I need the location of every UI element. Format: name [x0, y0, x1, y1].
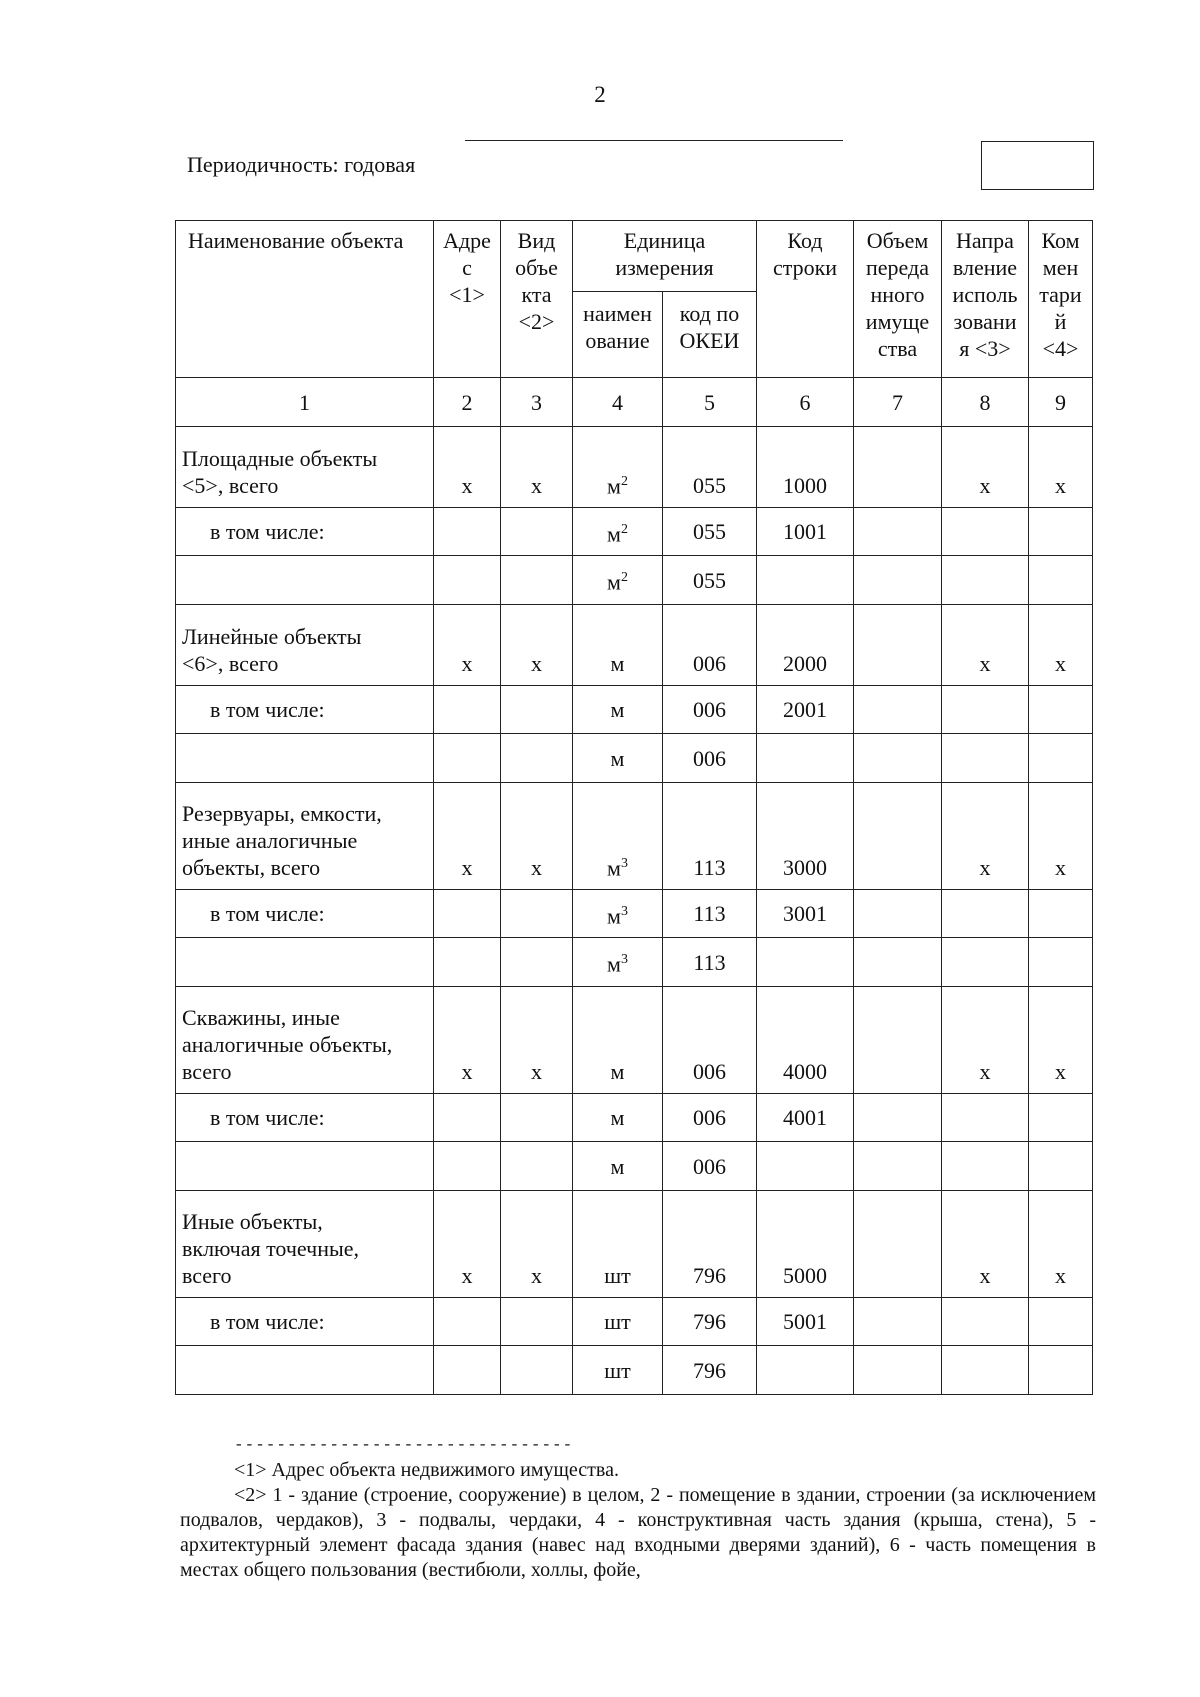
cell-object-kind — [501, 1094, 573, 1142]
cell-object-kind: x — [501, 783, 573, 890]
property-table — [175, 220, 1093, 1395]
cell-volume — [854, 1298, 942, 1346]
cell-object-kind — [501, 1142, 573, 1191]
cell-address: x — [434, 783, 501, 890]
cell-okei-code: 055 — [663, 427, 757, 508]
cell-unit-name — [573, 686, 663, 734]
cell-row-code — [757, 1346, 854, 1395]
cell-comment — [1029, 890, 1093, 938]
cell-object-kind — [501, 686, 573, 734]
cell-okei-code: 796 — [663, 1298, 757, 1346]
header-unit-group: Единица измерения — [573, 221, 757, 292]
cell-okei-code: 113 — [663, 890, 757, 938]
cell-unit-name — [573, 734, 663, 783]
unit-text: м — [610, 697, 625, 722]
cell-comment — [1029, 1298, 1093, 1346]
cell-volume — [854, 556, 942, 605]
cell-comment — [1029, 1142, 1093, 1191]
cell-usage-direction — [942, 1346, 1029, 1395]
cell-unit-name — [573, 427, 663, 508]
cell-object-name: в том числе: — [176, 508, 434, 556]
unit-exponent: 2 — [620, 521, 628, 537]
cell-object-name: Площадные объекты <5>, всего — [176, 427, 434, 508]
cell-comment: x — [1029, 427, 1093, 508]
table-row — [176, 1191, 1093, 1298]
cell-unit-name — [573, 508, 663, 556]
cell-usage-direction — [942, 1298, 1029, 1346]
cell-unit-name — [573, 938, 663, 987]
unit-text: шт — [604, 1357, 631, 1383]
cell-object-name: в том числе: — [176, 1094, 434, 1142]
cell-address — [434, 938, 501, 987]
table-row — [176, 783, 1093, 890]
unit-exponent: 2 — [620, 570, 628, 586]
cell-volume — [854, 1142, 942, 1191]
table-row — [176, 556, 1093, 605]
cell-usage-direction: x — [942, 783, 1029, 890]
cell-object-name — [176, 556, 434, 605]
cell-volume — [854, 783, 942, 890]
header-comment: Ком мен тари й <4> — [1029, 221, 1093, 378]
cell-usage-direction — [942, 1094, 1029, 1142]
cell-volume — [854, 987, 942, 1094]
table-row — [176, 1346, 1093, 1395]
unit-text: м — [610, 651, 625, 676]
cell-usage-direction — [942, 938, 1029, 987]
cell-okei-code: 055 — [663, 508, 757, 556]
column-number-3: 3 — [501, 378, 573, 427]
cell-volume — [854, 686, 942, 734]
column-number-2: 2 — [434, 378, 501, 427]
cell-usage-direction — [942, 1142, 1029, 1191]
footnote-2: <2> 1 - здание (строение, сооружение) в целом, 2 - помещение в здании, строении (за исключением подвалов, чердаков), 3 - подвалы, чердаки, 4 - конструктивная часть здания (крыша, стена), 5 - архитектурный элемент фасада здания (навес над входными дверями зданий), 6 - часть помещения в местах общего пользования (вестибюли, холлы, фойе, — [180, 1484, 1096, 1581]
unit-text: м — [607, 473, 621, 498]
cell-unit-name — [573, 1298, 663, 1346]
cell-address — [434, 1346, 501, 1395]
cell-usage-direction — [942, 508, 1029, 556]
unit-text: м — [607, 521, 621, 547]
table-row — [176, 1298, 1093, 1346]
cell-object-kind: x — [501, 987, 573, 1094]
cell-volume — [854, 1191, 942, 1298]
cell-okei-code: 796 — [663, 1346, 757, 1395]
cell-usage-direction — [942, 734, 1029, 783]
cell-okei-code: 006 — [663, 734, 757, 783]
unit-text: м — [607, 951, 621, 977]
cell-address — [434, 890, 501, 938]
table-row — [176, 605, 1093, 686]
cell-comment — [1029, 686, 1093, 734]
cell-object-kind — [501, 556, 573, 605]
page-number: 2 — [594, 82, 606, 107]
cell-address: x — [434, 1191, 501, 1298]
cell-address — [434, 1142, 501, 1191]
cell-row-code: 4001 — [757, 1094, 854, 1142]
cell-okei-code: 055 — [663, 556, 757, 605]
cell-okei-code: 006 — [663, 605, 757, 686]
cell-usage-direction — [942, 890, 1029, 938]
cell-unit-name — [573, 1142, 663, 1191]
cell-object-kind — [501, 1346, 573, 1395]
cell-row-code: 1001 — [757, 508, 854, 556]
cell-comment — [1029, 556, 1093, 605]
cell-object-kind — [501, 938, 573, 987]
unit-exponent: 3 — [620, 903, 628, 919]
cell-row-code: 3000 — [757, 783, 854, 890]
cell-row-code: 5001 — [757, 1298, 854, 1346]
cell-unit-name — [573, 1094, 663, 1142]
header-address: Адре с <1> — [434, 221, 501, 378]
header-row — [176, 221, 1093, 292]
unit-text: м — [610, 1105, 625, 1130]
column-number-4: 4 — [573, 378, 663, 427]
table-row — [176, 890, 1093, 938]
column-number-6: 6 — [757, 378, 854, 427]
cell-object-kind — [501, 508, 573, 556]
cell-comment — [1029, 508, 1093, 556]
cell-okei-code: 796 — [663, 1191, 757, 1298]
column-numbers-row — [176, 378, 1093, 427]
cell-row-code: 3001 — [757, 890, 854, 938]
table-row — [176, 427, 1093, 508]
header-unit-name: наимен ование — [573, 292, 663, 378]
cell-usage-direction: x — [942, 1191, 1029, 1298]
cell-object-kind — [501, 734, 573, 783]
column-number-9: 9 — [1029, 378, 1093, 427]
cell-okei-code: 006 — [663, 1094, 757, 1142]
cell-object-kind — [501, 1298, 573, 1346]
footnote-separator: -------------------------------- — [234, 1436, 574, 1454]
cell-row-code — [757, 556, 854, 605]
unit-exponent: 3 — [620, 855, 628, 871]
header-object-name: Наименование объекта — [176, 221, 434, 378]
cell-object-name — [176, 734, 434, 783]
unit-text: шт — [604, 1263, 631, 1288]
cell-comment — [1029, 938, 1093, 987]
cell-unit-name — [573, 1191, 663, 1298]
cell-okei-code: 113 — [663, 783, 757, 890]
cell-row-code — [757, 734, 854, 783]
unit-text: шт — [604, 1309, 631, 1334]
cell-unit-name — [573, 556, 663, 605]
cell-object-name — [176, 1142, 434, 1191]
cell-address — [434, 508, 501, 556]
cell-usage-direction — [942, 556, 1029, 605]
cell-row-code: 2000 — [757, 605, 854, 686]
cell-address: x — [434, 987, 501, 1094]
cell-address — [434, 734, 501, 783]
table-row — [176, 686, 1093, 734]
unit-exponent: 3 — [620, 952, 628, 968]
cell-comment: x — [1029, 1191, 1093, 1298]
cell-object-name: Скважины, иные аналогичные объекты, всего — [176, 987, 434, 1094]
unit-text: м — [610, 1059, 625, 1084]
cell-okei-code: 006 — [663, 1142, 757, 1191]
table-row — [176, 938, 1093, 987]
header-usage-direction: Напра вление исполь зовани я <3> — [942, 221, 1029, 378]
table-row — [176, 1094, 1093, 1142]
cell-comment — [1029, 734, 1093, 783]
table-row — [176, 1142, 1093, 1191]
column-number-7: 7 — [854, 378, 942, 427]
column-number-1: 1 — [176, 378, 434, 427]
cell-okei-code: 006 — [663, 987, 757, 1094]
cell-volume — [854, 938, 942, 987]
table-row — [176, 734, 1093, 783]
cell-usage-direction: x — [942, 605, 1029, 686]
cell-usage-direction — [942, 686, 1029, 734]
cell-object-name: в том числе: — [176, 890, 434, 938]
header-row-code: Код строки — [757, 221, 854, 378]
cell-okei-code: 006 — [663, 686, 757, 734]
cell-address — [434, 686, 501, 734]
cell-okei-code: 113 — [663, 938, 757, 987]
cell-comment: x — [1029, 987, 1093, 1094]
cell-unit-name — [573, 605, 663, 686]
unit-exponent: 2 — [620, 473, 628, 489]
cell-address — [434, 556, 501, 605]
cell-object-kind — [501, 890, 573, 938]
cell-object-name: в том числе: — [176, 686, 434, 734]
cell-address — [434, 1094, 501, 1142]
header-underline — [465, 140, 843, 141]
column-number-8: 8 — [942, 378, 1029, 427]
cell-row-code: 4000 — [757, 987, 854, 1094]
cell-comment — [1029, 1346, 1093, 1395]
unit-text: м — [607, 569, 621, 595]
header-volume: Объем переда нного имуще ства — [854, 221, 942, 378]
cell-comment — [1029, 1094, 1093, 1142]
cell-unit-name — [573, 1346, 663, 1395]
cell-object-kind: x — [501, 1191, 573, 1298]
cell-address — [434, 1298, 501, 1346]
cell-object-name — [176, 938, 434, 987]
cell-volume — [854, 508, 942, 556]
form-code-box — [981, 141, 1094, 190]
cell-object-name: в том числе: — [176, 1298, 434, 1346]
unit-text: м — [607, 855, 621, 880]
footnote-1: <1> Адрес объекта недвижимого имущества. — [234, 1459, 619, 1481]
column-number-5: 5 — [663, 378, 757, 427]
cell-object-name: Иные объекты, включая точечные, всего — [176, 1191, 434, 1298]
table-row — [176, 508, 1093, 556]
cell-object-kind: x — [501, 427, 573, 508]
cell-row-code: 5000 — [757, 1191, 854, 1298]
cell-usage-direction: x — [942, 427, 1029, 508]
cell-unit-name — [573, 890, 663, 938]
cell-volume — [854, 605, 942, 686]
unit-text: м — [607, 903, 621, 929]
cell-address: x — [434, 427, 501, 508]
cell-object-name: Резервуары, емкости, иные аналогичные объекты, всего — [176, 783, 434, 890]
cell-row-code: 1000 — [757, 427, 854, 508]
periodicity-label: Периодичность: годовая — [187, 152, 416, 177]
cell-row-code: 2001 — [757, 686, 854, 734]
header-object-kind: Вид объе кта <2> — [501, 221, 573, 378]
footnotes — [180, 1458, 1096, 1583]
cell-object-kind: x — [501, 605, 573, 686]
cell-object-name: Линейные объекты <6>, всего — [176, 605, 434, 686]
cell-unit-name — [573, 987, 663, 1094]
cell-object-name — [176, 1346, 434, 1395]
cell-usage-direction: x — [942, 987, 1029, 1094]
cell-row-code — [757, 938, 854, 987]
table-row — [176, 987, 1093, 1094]
cell-row-code — [757, 1142, 854, 1191]
cell-volume — [854, 427, 942, 508]
cell-volume — [854, 1346, 942, 1395]
unit-text: м — [610, 745, 625, 771]
cell-volume — [854, 890, 942, 938]
cell-address: x — [434, 605, 501, 686]
cell-volume — [854, 734, 942, 783]
cell-comment: x — [1029, 783, 1093, 890]
cell-comment: x — [1029, 605, 1093, 686]
unit-text: м — [610, 1153, 625, 1179]
cell-volume — [854, 1094, 942, 1142]
header-okei-code: код по ОКЕИ — [663, 292, 757, 378]
cell-unit-name — [573, 783, 663, 890]
